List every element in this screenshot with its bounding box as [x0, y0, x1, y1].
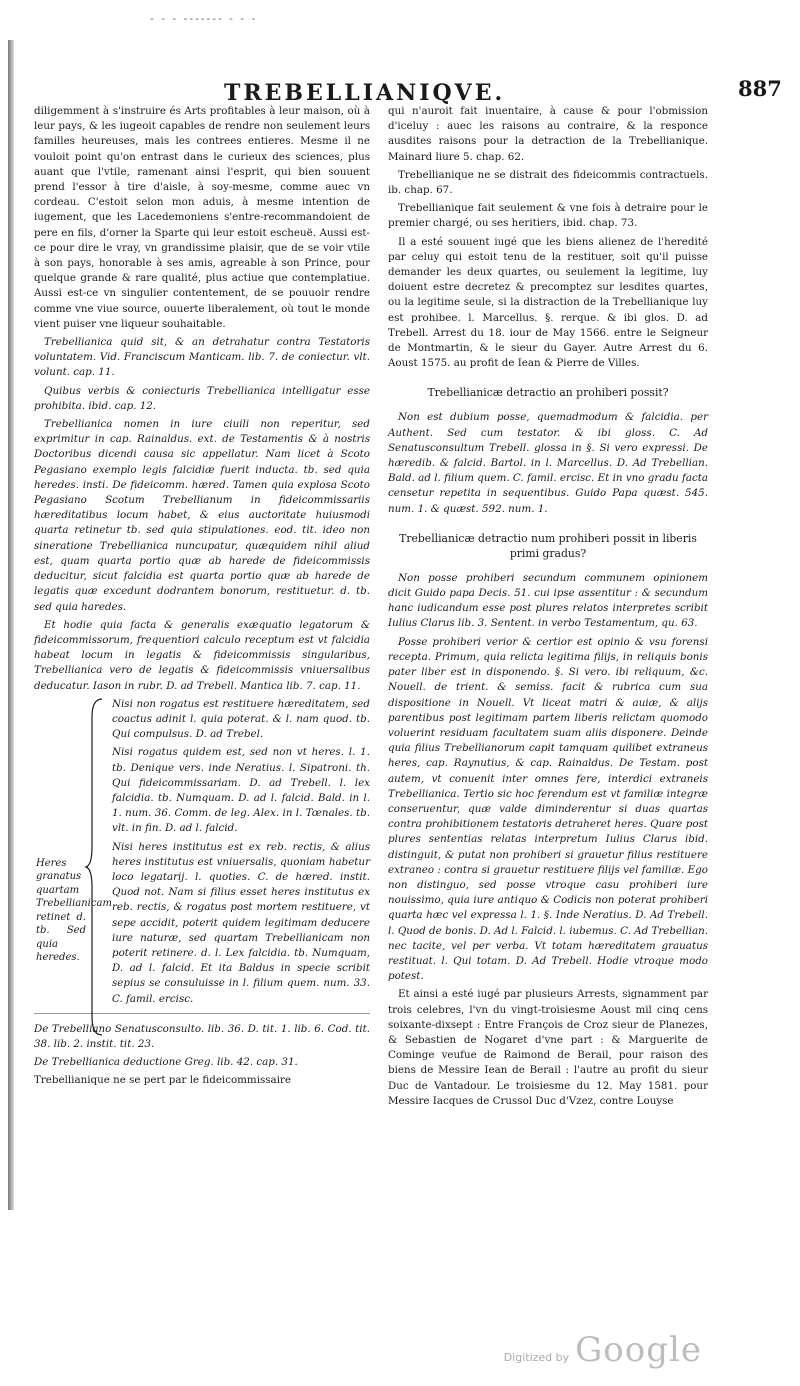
right-paragraph-4: Il a esté souuent iugé que les biens alienez de l'heredité par celuy qui estoit tenu de la restituer, soit qu'il puisse demander les deux quartes, ou seulement la legitime, luy doiuent estre decretez & precomptez sur lesdites quartes, ou la legitime seule, si la distraction de la Trebellianique luy est prohibee. l. Marcellus. §. rerque. & ibi glos. D. ad Trebell. Arrest du 18. iour de May 1566. entre le Seigneur de Montmartin, & le sieur du Gayer. Autre Arrest du 6. Aoust 1575. au profit de Iean & Pierre de Villes. [388, 235, 708, 370]
right-paragraph-7: Posse prohiberi verior & certior est opinio & vsu forensi recepta. Primum, quia relicta legitima filijs, in reliquis bonis pater liber est in disponendo. §. Si vero. ibi reliquum, &c. Nouell. de trient. & semiss. facit & rubrica cum sua dispositione in Nouell. Vt liceat matri & auiæ, & alijs parentibus post legitimam partem liberis relictam quomodo voluerint residuam facultatem suam aliis disponere. Deinde quia filius Trebellianorum capit tamquam quilibet extraneus heres, cap. Raynutius, & cap. Rainaldus. De Testam. post autem, vt conuenit inter omnes fere, interdici extraneis Trebellianica. Tertio sic hoc ferendum est vt familiæ integræ conseruentur, quæ valde diminderentur si duas quartas contra prohibitionem testatoris detraheret heres. Quare post plures sententias relatas interpretum Iulius Clarus ibid. distinguit, & putat non prohiberi si grauetur filius restituere extraneo : contra si grauetur restituere filijs vel familiæ. Ego non distinguo, sed posse vtroque casu prohiberi iure nouissimo, quia iure antiquo & Codicis non poterat prohiberi quarta hæc vel expressa l. 1. §. Inde Neratius. D. Ad Trebell. l. Quod de bonis. D. Ad l. Falcid. l. iubemus. C. Ad Trebellian. nec tacite, vel per verba. Vt totam hæreditatem grauatus restituat. l. Qui totam. D. Ad Trebell. Hodie vtroque modo potest. [388, 635, 708, 983]
gloss-block [34, 697, 370, 1007]
footer-note-1: De Trebelliano Senatusconsulto. lib. 36. D. tit. 1. lib. 6. Cod. tit. 38. lib. 2. instit. tit. 23. [34, 1022, 370, 1050]
google-watermark [504, 1330, 702, 1370]
right-paragraph-1: qui n'auroit fait inuentaire, à cause & pour l'obmission d'iceluy : auec les raisons au contraire, & la responce ausdites raisons pour la detraction de la Trebellianique. Mainard liure 5. chap. 62. [388, 105, 708, 163]
right-column [388, 104, 708, 1112]
page-edge [8, 40, 14, 1210]
left-paragraph-1: diligemment à s'instruire és Arts profitables à leur maison, où à leur pays, & les iugeoit capables de rendre non seulement leurs familles heureuses, mais les contrees entieres. Mesme il ne vouloit point qu'on entrast dans le curieux des sciences, plus auant que l'vtile, ramenant ainsi l'esprit, qui bien souuent prend l'essor à tire d'aisle, à soy-mesme, comme auec vn cordeau. C'estoit selon mon aduis, à mesme intention de iugement, que les Lacedemoniens s'entre-recommandoient de pere en fils, d'orner la Sparte qui leur estoit escheuë. Aussi est-ce pour dire le vray, vn grandissime plaisir, que de se voir vtile à son pays, honorable à ses amis, agreable à son Prince, pour quelque grande & rare qualité, plus actiue que contemplatiue. Aussi est-ce vn singulier contentement, de se pouuoir rendre comme vne viue source, ouuerte liberalement, où tout le monde vient puiser vne liqueur souhaitable. [34, 105, 370, 330]
brace-icon [84, 697, 106, 1037]
page-number: 887 [738, 76, 782, 101]
gloss-item-1: Nisi non rogatus est restituere hæreditatem, sed coactus adinit l. quia poterat. & l. nam quod. tb. Qui compulsus. D. ad Trebel. [112, 697, 370, 741]
left-paragraph-4: Trebellianica nomen in iure ciuili non reperitur, sed exprimitur in cap. Rainaldus. ext. de Testamentis & à nostris Doctoribus dicendi causa sic appellatur. Nam licet à Scoto Pegasiano exemplo legis falcidiæ fuerit inducta. tb. sed quia heredes. insti. De fideicomm. hæred. Tamen quia explosa Scoto Pegasiano Scotum Trebellianum in fideicommissariis hæreditatibus locum habet, & eius auctoritate huiusmodi quarta retinetur tb. sed quia stipulationes. eod. tit. ideo non sineratione Trebellianica nuncupatur, quæquidem nihil aliud est, quam quarta portio quæ ab harede de fideicommissis deducitur, sicut falcidia est quarta portio quæ ab harede de legatis quæ excedunt dodrantem bonorum, restituetur. d. tb. sed quia haredes. [34, 418, 370, 613]
footer-note-2: De Trebellianica deductione Greg. lib. 42. cap. 31. [34, 1056, 298, 1069]
right-paragraph-2: Trebellianique ne se distrait des fideicommis contractuels. ib. chap. 67. [388, 168, 708, 197]
section-heading-2: Trebellianicæ detractio num prohiberi possit in liberis primi gradus? [399, 531, 697, 560]
left-paragraph-3: Quibus verbis & coniecturis Trebellianica intelligatur esse prohibita. ibid. cap. 12. [34, 384, 370, 412]
google-logo: Google [575, 1330, 702, 1370]
gloss-item-2: Nisi rogatus quidem est, sed non vt heres. l. 1. tb. Denique vers. inde Neratius. l. Sipatroni. th. Qui fideicommissariam. D. ad Trebell. l. lex falcidia. tb. Numquam. D. ad l. falcid. Bald. in l. 1. num. 36. Comm. de leg. Alex. in l. Tœnales. tb. vlt. in fin. D. ad l. falcid. [112, 746, 370, 835]
right-paragraph-3: Trebellianique fait seulement & vne fois à detraire pour le premier chargé, ou ses heritiers, ibid. chap. 73. [388, 202, 708, 230]
gloss-item-3: Nisi heres institutus est ex reb. rectis, & alius heres institutus est vniuersalis, quoniam habetur loco legatarij. l. quoties. C. de hæred. instit. Quod not. Nam si filius esset heres institutus ex reb. rectis, & rogatus post mortem restituere, vt sepe accidit, poterit quidem legitimam deducere iure naturæ, sed quartam Trebellianicam non poterit retinere. d. l. Lex falcidia. tb. Numquam, D. ad l. falcid. Et ita Baldus in specie scribit sepius se consuluisse in l. filium quem. num. 33. C. famil. ercisc. [112, 840, 370, 1005]
top-marks: - - - ------- - - - [150, 12, 258, 25]
side-note: Heres granatus quartam Trebellianicam retinet d. tb. Sed quia heredes. [36, 857, 112, 964]
left-paragraph-2: Trebellianica quid sit, & an detrahatur contra Testatoris voluntatem. Vid. Franciscum Manticam. lib. 7. de coniectur. vlt. volunt. cap. 11. [34, 336, 370, 379]
right-paragraph-8: Et ainsi a esté iugé par plusieurs Arrests, signamment par trois celebres, l'vn du vingt-troisiesme Aoust mil cinq cens soixante-dixsept : Entre François de Croz sieur de Planezes, & Sebastien de Nogaret d'vne part : & Marguerite de Cominge veufue de Raimond de Berail, pour raison des biens de Messire Iean de Berail : l'autre au profit du sieur Duc de Vantadour. Le troisiesme du 12. May 1581. pour Messire Iacques de Crussol Duc d'Vzez, contre Louyse [388, 988, 708, 1107]
left-paragraph-5: Et hodie quia facta & generalis exæquatio legatorum & fideicommissorum, frequentiori calculo receptum est vt falcidia habeat locum in legatis & fideicommissis singularibus, Trebellianica vero de legatis & fideicommissis vniuersalibus deducatur. Iason in rubr. D. ad Trebell. Mantica lib. 7. cap. 11. [34, 618, 370, 692]
right-paragraph-6: Non posse prohiberi secundum communem opinionem dicit Guido papa Decis. 51. cui ipse assentitur : & secundum hanc iudicandum esse post plures relatos interpretes scribit Iulius Clarus lib. 3. Sentent. in verbo Testamentum, qu. 63. [388, 571, 708, 630]
left-column [34, 104, 370, 1092]
right-paragraph-5: Non est dubium posse, quemadmodum & falcidia. per Authent. Sed cum testator. & ibi gloss. C. Ad Senatusconsultum Trebell. glossa in §. Si vero expressi. De hæredib. & falcid. Bartol. in l. Marcellus. D. Ad Trebellian. Bald. ad l. filium quem. C. famil. ercisc. Et in vno gradu facta censetur repetita in sequentibus. Guido Papa quæst. 545. num. 1. & quæst. 592. num. 1. [388, 411, 708, 515]
section-heading-1: Trebellianicæ detractio an prohiberi possit? [427, 386, 669, 400]
running-title: TREBELLIANIQVE. [224, 80, 506, 106]
footer-note-3: Trebellianique ne se pert par le fideicommissaire [34, 1074, 292, 1087]
watermark-prefix: Digitized by [503, 1351, 570, 1364]
gloss-body [112, 697, 370, 1007]
